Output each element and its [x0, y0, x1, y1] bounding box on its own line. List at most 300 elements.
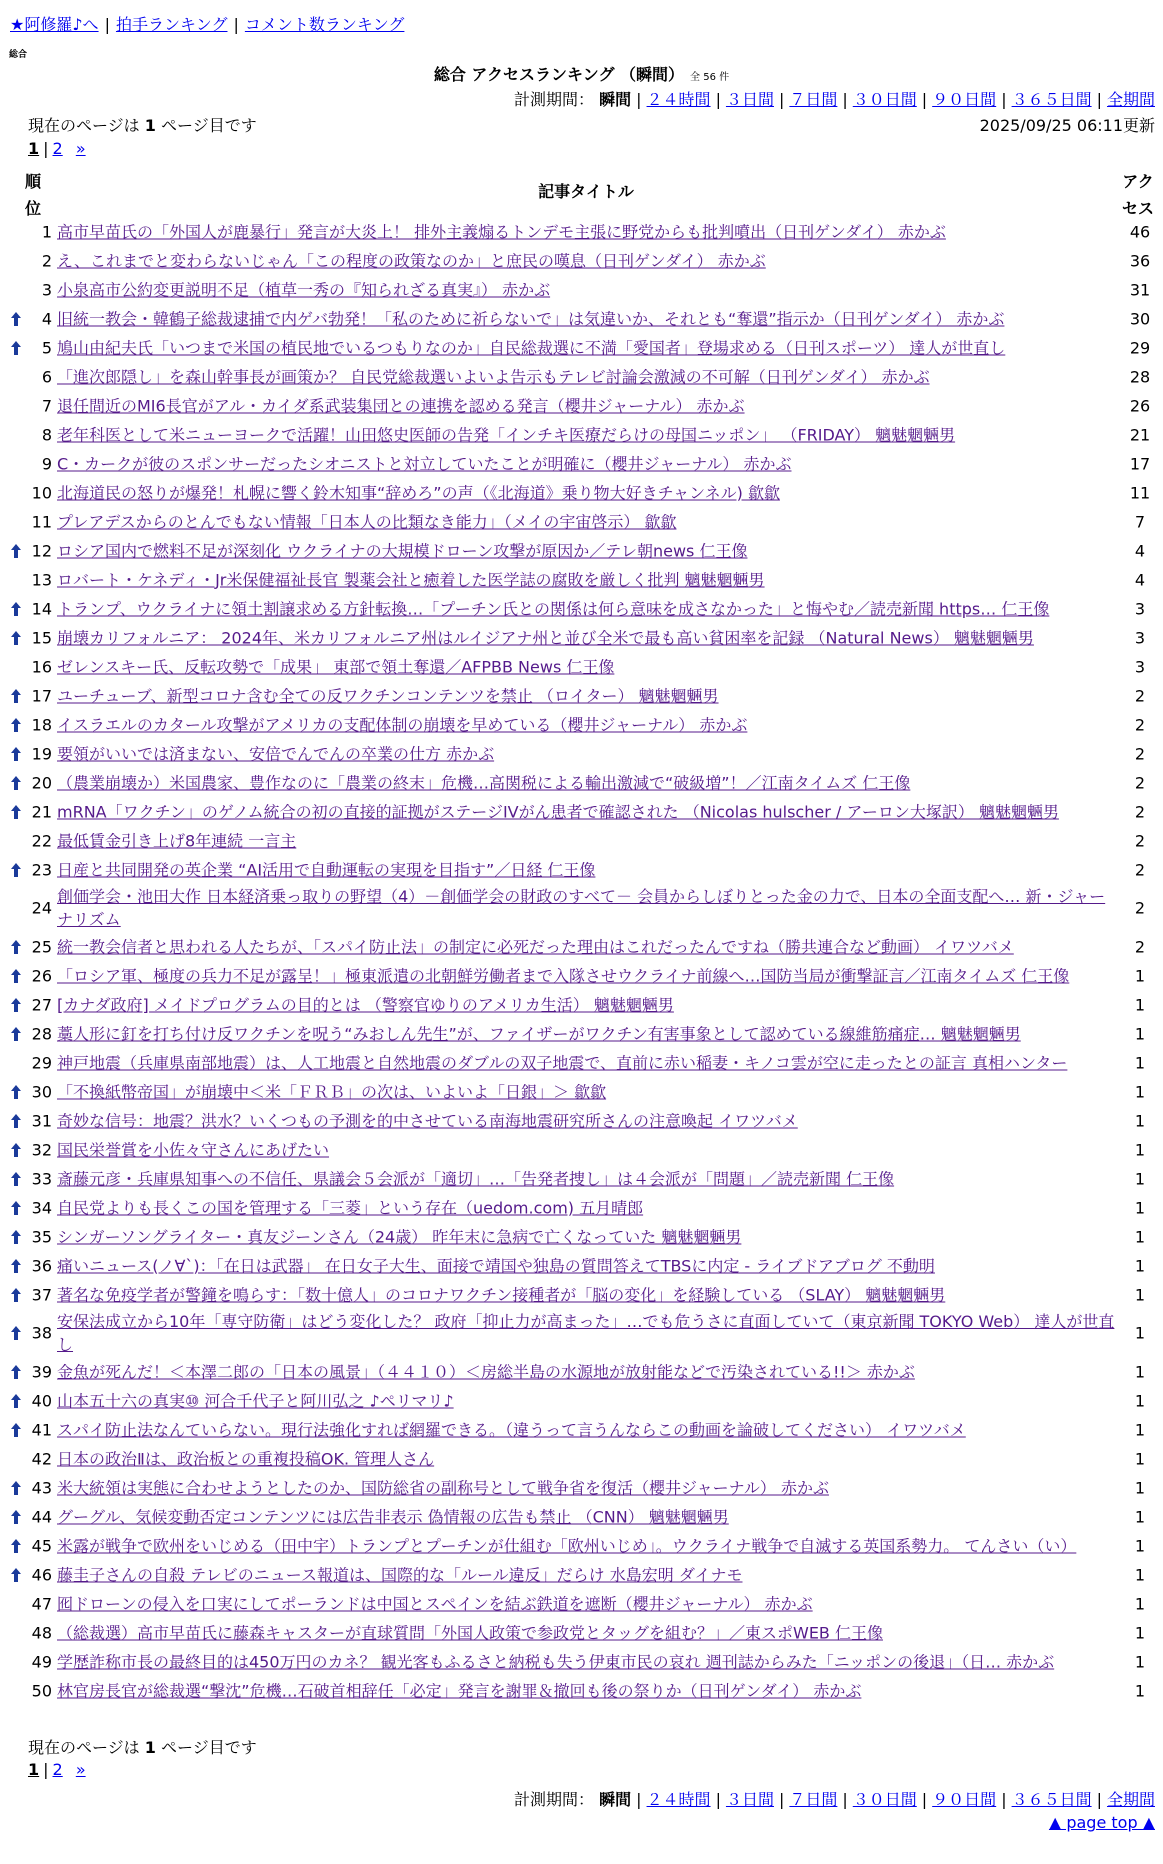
up-arrow-icon	[10, 1422, 22, 1438]
article-title-link[interactable]: 退任間近のMI6長官がアル・カイダ系武装集団との連携を認める発言（櫻井ジャーナル） 赤かぶ	[57, 396, 745, 415]
title-cell	[57, 742, 1115, 765]
pager-current: 1	[28, 139, 40, 158]
rank-number: 35	[31, 1227, 52, 1246]
title-cell	[57, 1389, 1115, 1412]
rank-number: 11	[31, 512, 52, 531]
nav-separator: |	[233, 15, 239, 34]
article-title-link[interactable]: 囮ドローンの侵入を口実にしてポーランドは中国とスペインを結ぶ鉄道を遮断（櫻井ジャーナル） 赤かぶ	[57, 1594, 813, 1613]
access-count: 1	[1134, 1198, 1146, 1217]
article-title-link[interactable]: 要領がいいでは済まない、安倍でんでんの卒業の仕方 赤かぶ	[57, 744, 495, 763]
rank-number: 23	[31, 860, 52, 879]
up-arrow-icon	[10, 1364, 22, 1380]
article-title-link[interactable]: 創価学会・池田大作 日本経済乗っ取りの野望（4）－創価学会の財政のすべて－ 会員からしぼりとった金の力で、日本の全面支配へ… 新・ジャーナリズム	[57, 887, 1106, 929]
period-90d[interactable]: ９０日間	[932, 90, 997, 109]
rank-number: 26	[31, 966, 52, 985]
article-title-link[interactable]: え、これまでと変わらないじゃん「この程度の政策なのか」と庶民の嘆息（日刊ゲンダイ） 赤かぶ	[57, 251, 766, 270]
up-arrow-icon	[10, 1325, 22, 1341]
article-title-link[interactable]: イスラエルのカタール攻撃がアメリカの支配体制の崩壊を早めている（櫻井ジャーナル） 赤かぶ	[57, 715, 748, 734]
title-cell	[57, 1592, 1115, 1615]
table-row	[0, 246, 1163, 275]
rank-number: 27	[31, 995, 52, 1014]
table-row	[0, 565, 1163, 594]
table-row	[0, 1222, 1163, 1251]
title-cell	[57, 249, 1115, 272]
title-cell	[57, 336, 1115, 359]
period-all[interactable]: 全期間	[1106, 1790, 1155, 1809]
article-title-link[interactable]: 国民栄誉賞を小佐々守さんにあげたい	[57, 1140, 330, 1159]
title-cell	[57, 307, 1115, 330]
title-cell	[57, 684, 1115, 707]
table-row	[0, 826, 1163, 855]
article-title-link[interactable]: スパイ防止法なんていらない。現行法強化すれば網羅できる。（違うって言うんならこの動画を論破してください） イワツバメ	[57, 1420, 966, 1439]
access-count: 4	[1134, 541, 1146, 560]
title-cell	[57, 1447, 1115, 1470]
rank-number: 49	[31, 1652, 52, 1671]
rank-number: 2	[41, 251, 52, 270]
period-3d[interactable]: ３日間	[725, 90, 774, 109]
title-cell	[57, 1196, 1115, 1219]
access-count: 1	[1134, 1391, 1146, 1410]
category-label: 総合	[9, 50, 28, 60]
title-cell	[57, 1650, 1115, 1673]
column-header-access: アクセス	[1121, 172, 1154, 218]
pager-bottom: 1 | 2 »	[28, 1760, 86, 1779]
rank-number: 47	[31, 1594, 52, 1613]
table-row	[0, 594, 1163, 623]
title-cell	[57, 655, 1115, 678]
title-cell	[57, 713, 1115, 736]
rank-number: 13	[31, 570, 52, 589]
rank-number: 14	[31, 599, 52, 618]
access-count: 1	[1134, 1362, 1146, 1381]
period-365d[interactable]: ３６５日間	[1011, 1790, 1092, 1809]
article-title-link[interactable]: 崩壊カリフォルニア： 2024年、米カリフォルニア州はルイジアナ州と並び全米で最も高い貧困率を記録 （Natural News） 魑魅魍魎男	[57, 628, 1034, 647]
table-row	[0, 1357, 1163, 1386]
page-info-bottom: 現在のページは 1 ページ目です	[28, 1738, 257, 1757]
article-title-link[interactable]: 鳩山由紀夫氏「いつまで米国の植民地でいるつもりなのか」自民総裁選に不満「愛国者」登場求める（日刊スポーツ） 達人が世直し	[57, 338, 1006, 357]
article-title-link[interactable]: 林官房長官が総裁選“撃沈”危機…石破首相辞任「必定」発言を謝罪＆撤回も後の祭りか（日刊ゲンダイ） 赤かぶ	[57, 1681, 862, 1700]
up-arrow-icon	[10, 1538, 22, 1554]
table-row	[0, 710, 1163, 739]
access-count: 1	[1134, 1623, 1146, 1642]
table-row	[0, 739, 1163, 768]
table-row	[0, 362, 1163, 391]
rank-number: 31	[31, 1111, 52, 1130]
rank-number: 6	[41, 367, 52, 386]
access-count: 1	[1134, 1082, 1146, 1101]
period-current: 瞬間	[599, 90, 632, 109]
table-row	[0, 1647, 1163, 1676]
rank-number: 33	[31, 1169, 52, 1188]
rank-number: 4	[41, 309, 52, 328]
article-title-link[interactable]: 藤圭子さんの自殺 テレビのニュース報道は、国際的な「ルール違反」だらけ 水島宏明 ダイナモ	[57, 1565, 743, 1584]
table-row	[0, 1251, 1163, 1280]
table-row	[0, 884, 1163, 932]
access-count: 26	[1129, 396, 1151, 415]
article-title-link[interactable]: 「不換紙幣帝国」が崩壊中＜米「ＦＲＢ」の次は、いよいよ「日銀」＞ 歙歙	[57, 1082, 607, 1101]
access-count: 4	[1134, 570, 1146, 589]
table-row	[0, 507, 1163, 536]
rank-number: 5	[41, 338, 52, 357]
access-count: 1	[1134, 1420, 1146, 1439]
up-arrow-icon	[10, 1258, 22, 1274]
period-24h[interactable]: ２４時間	[646, 90, 711, 109]
rank-number: 45	[31, 1536, 52, 1555]
article-title-link[interactable]: ロシア国内で燃料不足が深刻化 ウクライナの大規模ドローン攻撃が原因か／テレ朝news 仁王像	[57, 541, 748, 560]
rank-number: 42	[31, 1449, 52, 1468]
article-title-link[interactable]: [カナダ政府] メイドプログラムの目的とは （警察官ゆりのアメリカ生活） 魑魅魍魎男	[57, 995, 674, 1014]
comment-ranking-link[interactable]: コメント数ランキング	[244, 15, 405, 34]
rank-number: 8	[41, 425, 52, 444]
title-cell	[57, 1080, 1115, 1103]
rank-number: 20	[31, 773, 52, 792]
rank-number: 28	[31, 1024, 52, 1043]
rank-number: 22	[31, 831, 52, 850]
access-count: 1	[1134, 1053, 1146, 1072]
title-cell	[57, 1563, 1115, 1586]
table-row	[0, 217, 1163, 246]
article-title-link[interactable]: 自民党よりも長くこの国を管理する「三菱」という存在（uedom.com) 五月晴郎	[57, 1198, 644, 1217]
table-row	[0, 652, 1163, 681]
title-cell	[57, 539, 1115, 562]
up-arrow-icon	[10, 1287, 22, 1303]
access-count: 2	[1134, 715, 1146, 734]
access-count: 1	[1134, 1594, 1146, 1613]
table-row	[0, 1531, 1163, 1560]
up-arrow-icon	[10, 601, 22, 617]
up-arrow-icon	[10, 717, 22, 733]
article-title-link[interactable]: （農業崩壊か）米国農家、豊作なのに「農業の終末」危機…高関税による輸出激減で“破級増”！／江南タイムズ 仁王像	[57, 773, 911, 792]
article-title-link[interactable]: 斎藤元彦・兵庫県知事への不信任、県議会５会派が「適切」…「告発者捜し」は４会派が「問題」／読売新聞 仁王像	[57, 1169, 895, 1188]
period-30d[interactable]: ３０日間	[852, 90, 917, 109]
table-row	[0, 333, 1163, 362]
rank-number: 39	[31, 1362, 52, 1381]
rank-number: 24	[31, 898, 52, 918]
access-count: 1	[1134, 995, 1146, 1014]
access-count: 17	[1129, 454, 1151, 473]
rank-number: 30	[31, 1082, 52, 1101]
home-link[interactable]: ★阿修羅♪へ	[10, 15, 99, 34]
title-cell	[57, 885, 1115, 931]
pager-page-2[interactable]: 2	[52, 139, 63, 158]
table-row	[0, 1135, 1163, 1164]
article-title-link[interactable]: プレアデスからのとんでもない情報「日本人の比類なき能力」（メイの宇宙啓示） 歙歙	[57, 512, 677, 531]
period-30d[interactable]: ３０日間	[852, 1790, 917, 1809]
rank-number: 38	[31, 1323, 52, 1343]
table-row	[0, 623, 1163, 652]
title-cell	[57, 510, 1115, 533]
period-selector-bottom: 計測期間： 瞬間 | ２４時間 | ３日間 | ７日間 | ３０日間 | ９０日間 | ３６５日間 | 全期間	[514, 1790, 1155, 1809]
title-cell	[57, 1621, 1115, 1644]
up-arrow-icon	[10, 311, 22, 327]
access-count: 1	[1134, 1111, 1146, 1130]
table-row	[0, 768, 1163, 797]
title-cell	[57, 394, 1115, 417]
access-count: 7	[1134, 512, 1146, 531]
rank-number: 19	[31, 744, 52, 763]
access-count: 2	[1134, 831, 1146, 850]
rank-number: 9	[41, 454, 52, 473]
rank-number: 3	[41, 280, 52, 299]
title-cell	[57, 858, 1115, 881]
title-cell	[57, 1138, 1115, 1161]
table-row	[0, 536, 1163, 565]
title-cell	[57, 1310, 1115, 1356]
period-7d[interactable]: ７日間	[789, 1790, 838, 1809]
access-count: 3	[1134, 628, 1146, 647]
article-title-link[interactable]: 安保法成立から10年「専守防衛」はどう変化した？ 政府「抑止力が高まった」…でも危うさに直面していて（東京新聞 TOKYO Web） 達人が世直し	[57, 1312, 1115, 1354]
access-count: 36	[1129, 251, 1151, 270]
table-row	[0, 855, 1163, 884]
article-title-link[interactable]: 藁人形に釘を打ち付け反ワクチンを呪う“みおしん先生”が、ファイザーがワクチン有害事象として認めている線維筋痛症… 魑魅魍魎男	[57, 1024, 1021, 1043]
article-title-link[interactable]: 奇妙な信号：地震？洪水？いくつもの予測を的中させている南海地震研究所さんの注意喚起 イワツバメ	[57, 1111, 798, 1130]
rank-number: 29	[31, 1053, 52, 1072]
table-row	[0, 1048, 1163, 1077]
access-count: 2	[1134, 744, 1146, 763]
table-row	[0, 1444, 1163, 1473]
access-count: 28	[1129, 367, 1151, 386]
pager-top: 1 | 2 »	[28, 139, 86, 158]
article-title-link[interactable]: 米大統領は実態に合わせようとしたのか、国防総省の副称号として戦争省を復活（櫻井ジャーナル） 赤かぶ	[57, 1478, 829, 1497]
period-7d[interactable]: ７日間	[789, 90, 838, 109]
article-title-link[interactable]: 学歴詐称市長の最終目的は450万円のカネ？ 観光客もふるさと納税も失う伊東市民の哀れ 週刊誌からみた「ニッポンの後退」（日… 赤かぶ	[57, 1652, 1055, 1671]
period-current: 瞬間	[599, 1790, 632, 1809]
table-row	[0, 478, 1163, 507]
article-title-link[interactable]: 北海道民の怒りが爆発！札幌に響く鈴木知事“辞めろ”の声（《北海道》乗り物大好きチャンネル) 歙歙	[57, 483, 780, 502]
rank-number: 1	[41, 222, 52, 241]
access-count: 1	[1134, 1227, 1146, 1246]
access-count: 1	[1134, 1323, 1146, 1343]
access-count: 1	[1134, 1169, 1146, 1188]
access-count: 1	[1134, 1681, 1146, 1700]
title-cell	[57, 1534, 1115, 1557]
rank-number: 34	[31, 1198, 52, 1217]
article-title-link[interactable]: 老年科医として米ニューヨークで活躍！山田悠史医師の告発「インチキ医療だらけの母国ニッポン」 （FRIDAY） 魑魅魍魎男	[57, 425, 956, 444]
access-count: 29	[1129, 338, 1151, 357]
table-row	[0, 990, 1163, 1019]
title-cell	[57, 1360, 1115, 1383]
rank-number: 50	[31, 1681, 52, 1700]
article-title-link[interactable]: 高市早苗氏の「外国人が鹿暴行」発言が大炎上！ 排外主義煽るトンデモ主張に野党からも批判噴出（日刊ゲンダイ） 赤かぶ	[57, 222, 946, 241]
table-row	[0, 1502, 1163, 1531]
article-title-link[interactable]: 「ロシア軍、極度の兵力不足が露呈！」極東派遣の北朝鮮労働者まで入隊させウクライナ前線へ…国防当局が衝撃証言／江南タイムズ 仁王像	[57, 966, 1070, 985]
table-row	[0, 1560, 1163, 1589]
article-title-link[interactable]: mRNA「ワクチン」のゲノム統合の初の直接的証拠がステージIVがん患者で確認された （Nicolas hulscher / アーロン大塚訳） 魑魅魍魎男	[57, 802, 1059, 821]
title-cell	[57, 993, 1115, 1016]
pager-current: 1	[28, 1760, 40, 1779]
pager-next[interactable]: »	[75, 139, 86, 158]
period-24h[interactable]: ２４時間	[646, 1790, 711, 1809]
title-cell	[57, 1505, 1115, 1528]
rank-number: 40	[31, 1391, 52, 1410]
access-count: 2	[1134, 937, 1146, 956]
table-row	[0, 797, 1163, 826]
table-row	[0, 1386, 1163, 1415]
table-row	[0, 1309, 1163, 1357]
access-count: 1	[1134, 1536, 1146, 1555]
article-title-link[interactable]: 「進次郎隠し」を森山幹事長が画策か？ 自民党総裁選いよいよ告示もテレビ討論会激減の不可解（日刊ゲンダイ） 赤かぶ	[57, 367, 930, 386]
up-arrow-icon	[10, 1393, 22, 1409]
title-cell	[57, 626, 1115, 649]
rank-number: 16	[31, 657, 52, 676]
rank-number: 46	[31, 1565, 52, 1584]
up-arrow-icon	[10, 746, 22, 762]
article-title-link[interactable]: 痛いニュース(ノ∀`)：「在日は武器」 在日女子大生、面接で靖国や独島の質問答えてTBSに内定 - ライブドアブログ 不動明	[57, 1256, 935, 1275]
period-365d[interactable]: ３６５日間	[1011, 90, 1092, 109]
up-arrow-icon	[10, 1026, 22, 1042]
table-row	[0, 1019, 1163, 1048]
period-label: 計測期間：	[514, 90, 595, 109]
clap-ranking-link[interactable]: 拍手ランキング	[115, 15, 228, 34]
article-title-link[interactable]: 著名な免疫学者が警鐘を鳴らす：「数十億人」のコロナワクチン接種者が「脳の変化」を経験している （SLAY） 魑魅魍魎男	[57, 1285, 946, 1304]
access-count: 1	[1134, 1256, 1146, 1275]
article-title-link[interactable]: 日産と共同開発の英企業 “AI活用で自動運転の実現を目指す”／日経 仁王像	[57, 860, 596, 879]
pager-next[interactable]: »	[75, 1760, 86, 1779]
table-row	[0, 391, 1163, 420]
article-title-link[interactable]: 神戸地震（兵庫県南部地震）は、人工地震と自然地震のダブルの双子地震で、直前に赤い稲妻・キノコ雲が空に走ったとの証言 真相ハンター	[57, 1053, 1068, 1072]
title-cell	[57, 568, 1115, 591]
article-title-link[interactable]: ゼレンスキー氏、反転攻勢で「成果」 東部で領土奪還／AFPBB News 仁王像	[57, 657, 615, 676]
title-cell	[57, 800, 1115, 823]
access-count: 1	[1134, 1652, 1146, 1671]
access-count: 46	[1129, 222, 1151, 241]
access-count: 21	[1129, 425, 1151, 444]
title-cell	[57, 1283, 1115, 1306]
up-arrow-icon	[10, 939, 22, 955]
table-row	[0, 1077, 1163, 1106]
table-row	[0, 1164, 1163, 1193]
title-cell	[57, 1679, 1115, 1702]
rank-number: 37	[31, 1285, 52, 1304]
article-title-link[interactable]: 山本五十六の真実⑩ 河合千代子と阿川弘之 ♪ペリマリ♪	[57, 1391, 454, 1410]
access-count: 11	[1129, 483, 1151, 502]
table-row	[0, 1618, 1163, 1647]
up-arrow-icon	[10, 1200, 22, 1216]
article-title-link[interactable]: 金魚が死んだ！＜本澤二郎の「日本の風景」（４４１０）＜房総半島の水源地が放射能などで汚染されている!!＞ 赤かぶ	[57, 1362, 915, 1381]
rank-number: 48	[31, 1623, 52, 1642]
column-header-rank: 順位	[24, 172, 41, 218]
rank-number: 21	[31, 802, 52, 821]
article-title-link[interactable]: 旧統一教会・韓鶴子総裁逮捕で内ゲバ勃発！「私のために祈らないで」は気違いか、それとも“奪還”指示か（日刊ゲンダイ） 赤かぶ	[57, 309, 1005, 328]
access-count: 30	[1129, 309, 1151, 328]
table-row	[0, 1280, 1163, 1309]
up-arrow-icon	[10, 1142, 22, 1158]
up-arrow-icon	[10, 543, 22, 559]
up-arrow-icon	[10, 1084, 22, 1100]
column-header-title: 記事タイトル	[538, 182, 634, 201]
title-cell	[57, 771, 1115, 794]
access-count: 2	[1134, 860, 1146, 879]
access-count: 2	[1134, 773, 1146, 792]
article-title-link[interactable]: （総裁選）高市早苗氏に藤森キャスターが直球質問「外国人政策で参政党とタッグを組む？」／東スポWEB 仁王像	[57, 1623, 883, 1642]
period-3d[interactable]: ３日間	[725, 1790, 774, 1809]
up-arrow-icon	[10, 630, 22, 646]
table-row	[0, 681, 1163, 710]
title-cell	[57, 1051, 1115, 1074]
article-title-link[interactable]: ロバート・ケネディ・Jr米保健福祉長官 製薬会社と癒着した医学誌の腐敗を厳しく批判 魑魅魍魎男	[57, 570, 765, 589]
article-title-link[interactable]: 統一教会信者と思われる人たちが、「スパイ防止法」の制定に必死だった理由はこれだったんですね（勝共連合など動画） イワツバメ	[57, 937, 1014, 956]
table-row	[0, 275, 1163, 304]
title-cell	[57, 220, 1115, 243]
article-title-link[interactable]: シンガーソングライター・真友ジーンさん（24歳） 昨年末に急病で亡くなっていた 魑魅魍魎男	[57, 1227, 742, 1246]
title-cell	[57, 278, 1115, 301]
up-arrow-icon	[10, 1567, 22, 1583]
period-selector-top: 計測期間： 瞬間 | ２４時間 | ３日間 | ７日間 | ３０日間 | ９０日間 | ３６５日間 | 全期間	[514, 90, 1155, 109]
title-cell	[57, 1022, 1115, 1045]
period-all[interactable]: 全期間	[1106, 90, 1155, 109]
period-90d[interactable]: ９０日間	[932, 1790, 997, 1809]
table-row	[0, 1106, 1163, 1135]
access-count: 2	[1134, 686, 1146, 705]
table-row	[0, 961, 1163, 990]
page-info-top: 現在のページは 1 ページ目です	[28, 116, 257, 135]
ranking-table	[0, 217, 1163, 1705]
access-count: 1	[1134, 1140, 1146, 1159]
rank-number: 36	[31, 1256, 52, 1275]
rank-number: 43	[31, 1478, 52, 1497]
access-count: 1	[1134, 1565, 1146, 1584]
access-count: 1	[1134, 1285, 1146, 1304]
rank-number: 25	[31, 937, 52, 956]
top-nav	[10, 12, 404, 35]
total-count: 全 56 件	[690, 72, 730, 83]
page-title	[0, 62, 1163, 85]
title-cell	[57, 1167, 1115, 1190]
title-cell	[57, 1418, 1115, 1441]
access-count: 1	[1134, 1449, 1146, 1468]
rank-number: 15	[31, 628, 52, 647]
up-arrow-icon	[10, 340, 22, 356]
rank-number: 10	[31, 483, 52, 502]
title-cell	[57, 1109, 1115, 1132]
article-title-link[interactable]: C・カークが彼のスポンサーだったシオニストと対立していたことが明確に（櫻井ジャーナル） 赤かぶ	[57, 454, 792, 473]
article-title-link[interactable]: 米露が戦争で欧州をいじめる（田中宇）トランプとプーチンが仕組む「欧州いじめ」。ウクライナ戦争で自滅する英国系勢力。 てんさい（い）	[57, 1536, 1077, 1555]
up-arrow-icon	[10, 1480, 22, 1496]
title-cell	[57, 1254, 1115, 1277]
title-cell	[57, 597, 1115, 620]
article-title-link[interactable]: ユーチューブ、新型コロナ含む全ての反ワクチンコンテンツを禁止 （ロイター） 魑魅魍魎男	[57, 686, 719, 705]
up-arrow-icon	[10, 968, 22, 984]
updated-timestamp: 2025/09/25 06:11更新	[979, 116, 1155, 135]
rank-number: 41	[31, 1420, 52, 1439]
article-title-link[interactable]: グーグル、気候変動否定コンテンツには広告非表示 偽情報の広告も禁止 （CNN） 魑魅魍魎男	[57, 1507, 729, 1526]
pager-page-2[interactable]: 2	[52, 1760, 63, 1779]
rank-number: 7	[41, 396, 52, 415]
page-top-link[interactable]: ▲ page top ▲	[1048, 1813, 1155, 1832]
access-count: 1	[1134, 1507, 1146, 1526]
table-row	[0, 304, 1163, 333]
title-cell	[57, 1476, 1115, 1499]
access-count: 1	[1134, 1478, 1146, 1497]
title-cell	[57, 481, 1115, 504]
access-count: 31	[1129, 280, 1151, 299]
rank-number: 32	[31, 1140, 52, 1159]
article-title-link[interactable]: 最低賃金引き上げ8年連続 一言主	[57, 831, 297, 850]
rank-number: 17	[31, 686, 52, 705]
up-arrow-icon	[10, 1509, 22, 1525]
access-count: 1	[1134, 966, 1146, 985]
title-cell	[57, 935, 1115, 958]
title-cell	[57, 964, 1115, 987]
rank-number: 18	[31, 715, 52, 734]
article-title-link[interactable]: 日本の政治Ⅱは、政治板との重複投稿OK. 管理人さん	[57, 1449, 435, 1468]
article-title-link[interactable]: トランプ、ウクライナに領土割譲求める方針転換…「プーチン氏との関係は何ら意味を成さなかった」と悔やむ／読売新聞 https… 仁王像	[57, 599, 1050, 618]
nav-separator: |	[104, 15, 110, 34]
title-cell	[57, 423, 1115, 446]
access-count: 1	[1134, 1024, 1146, 1043]
article-title-link[interactable]: 小泉高市公約変更説明不足（植草一秀の『知られざる真実』） 赤かぶ	[57, 280, 551, 299]
table-row	[0, 1473, 1163, 1502]
